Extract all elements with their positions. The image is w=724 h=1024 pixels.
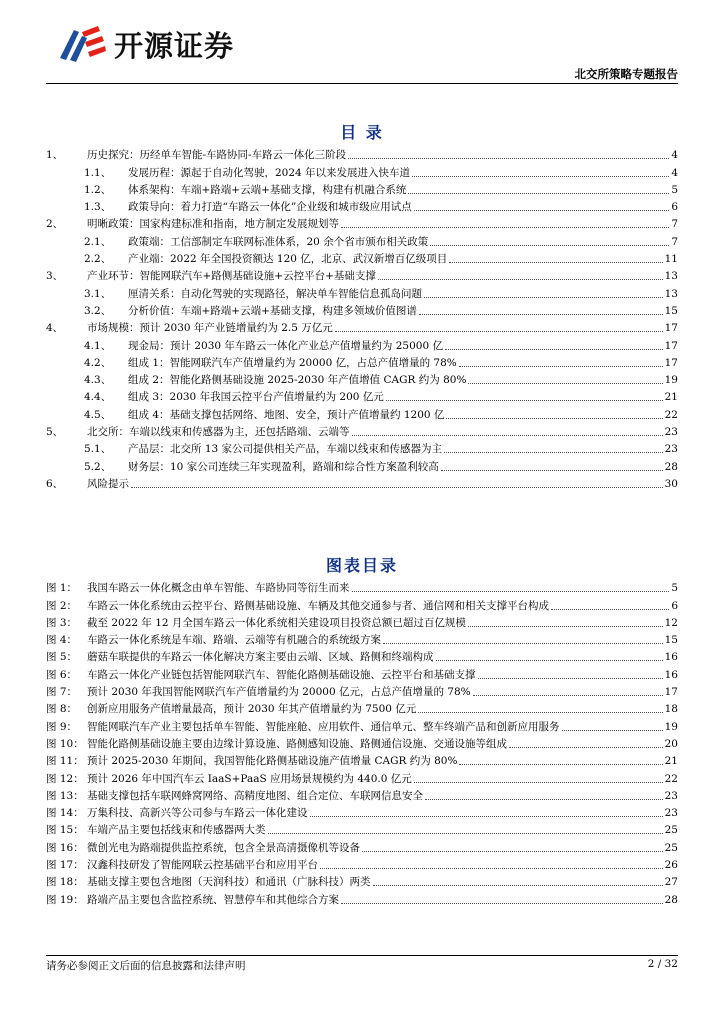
entry-page-number: 7: [671, 235, 678, 248]
entry-page-number: 22: [664, 408, 678, 421]
toc-entry[interactable]: [46, 214, 678, 231]
figure-entry[interactable]: [46, 734, 678, 751]
entry-number: 4.1、: [84, 339, 112, 352]
entry-page-number: 15: [664, 634, 678, 647]
entry-number: 5、: [46, 426, 64, 439]
entry-number: 图 3：: [46, 616, 78, 629]
entry-page-number: 25: [664, 824, 678, 837]
report-type: 北交所策略专题报告: [574, 67, 678, 81]
figure-list: [46, 578, 678, 907]
dot-leader: [446, 418, 662, 419]
toc-entry[interactable]: [46, 353, 678, 370]
dot-leader: [414, 782, 663, 783]
entry-number: 图 4：: [46, 634, 78, 647]
entry-page-number: 15: [664, 304, 678, 317]
entry-number: 图 2：: [46, 599, 78, 612]
dot-leader: [352, 591, 670, 592]
logo-mark-icon: [58, 22, 108, 66]
entry-title[interactable]: 万集科技、高新兴等公司参与车路云一体化建设: [87, 807, 308, 820]
dot-leader: [419, 314, 663, 315]
entry-title[interactable]: 智能化路侧基础设施主要由边缘计算设施、路侧感知设施、路侧通信设施、交通设施等组成: [87, 737, 507, 750]
entry-title[interactable]: 创新应用服务产值增量最高，预计 2030 年其产值增量约为 7500 亿元: [87, 703, 417, 716]
entry-number: 图 8：: [46, 703, 78, 716]
dot-leader: [445, 349, 663, 350]
entry-title[interactable]: 北交所：车端以线束和传感器为主，还包括路端、云端等: [87, 426, 350, 439]
entry-title[interactable]: 基础支撑主要包含地图（天润科技）和通讯（广脉科技）两类: [87, 876, 371, 889]
entry-page-number: 16: [664, 668, 678, 681]
dot-leader: [414, 210, 670, 211]
entry-number: 2.2、: [84, 253, 112, 266]
entry-page-number: 4: [671, 166, 678, 179]
entry-title[interactable]: 预计 2030 年我国智能网联汽车产值增量约为 20000 亿元，占总产值增量的 78%: [87, 686, 471, 699]
dot-leader: [468, 383, 662, 384]
figure-entry[interactable]: [46, 820, 678, 837]
dot-leader: [378, 279, 663, 280]
entry-number: 1.3、: [84, 201, 112, 214]
dot-leader: [386, 400, 663, 401]
entry-number: 6、: [46, 477, 64, 490]
figure-entry[interactable]: [46, 613, 678, 630]
entry-page-number: 16: [664, 651, 678, 664]
toc-entry[interactable]: [46, 439, 678, 456]
entry-number: 图 12：: [46, 772, 84, 785]
entry-page-number: 13: [664, 270, 678, 283]
dot-leader: [412, 176, 669, 177]
entry-number: 图 16：: [46, 841, 84, 854]
dot-leader: [562, 730, 663, 731]
entry-number: 1.1、: [84, 166, 112, 179]
entry-title[interactable]: 产品层：北交所 13 家公司提供相关产品，车端以线束和传感器为主: [128, 443, 443, 456]
toc-entry[interactable]: [46, 335, 678, 352]
toc-entry[interactable]: [46, 162, 678, 179]
dot-leader: [436, 660, 663, 661]
entry-number: 4、: [46, 322, 64, 335]
dot-leader: [444, 452, 663, 453]
entry-title[interactable]: 车路云一体化系统由云控平台、路侧基础设施、车辆及其他交通参与者、通信网和相关支撑平台构成: [87, 599, 549, 612]
dot-leader: [551, 609, 669, 610]
entry-page-number: 6: [671, 599, 678, 612]
dot-leader: [335, 331, 663, 332]
entry-page-number: 18: [664, 703, 678, 716]
toc-entry[interactable]: [46, 266, 678, 283]
entry-page-number: 25: [664, 841, 678, 854]
dot-leader: [418, 712, 662, 713]
entry-title[interactable]: 组成 3：2030 年我国云控平台产值增量约为 200 亿元: [128, 391, 384, 404]
entry-title[interactable]: 体系架构：车端+路端+云端+基础支撑，构建有机融合系统: [128, 183, 407, 196]
entry-number: 3.2、: [84, 304, 112, 317]
figure-entry[interactable]: [46, 699, 678, 716]
figure-entry[interactable]: [46, 872, 678, 889]
dot-leader: [348, 158, 669, 159]
entry-page-number: 6: [671, 201, 678, 214]
page-indicator: 2 / 32: [647, 958, 678, 970]
entry-page-number: 7: [671, 218, 678, 231]
entry-title[interactable]: 产业环节：智能网联汽车+路侧基础设施+云控平台+基础支撑: [87, 270, 376, 283]
entry-title[interactable]: 汉鑫科技研发了智能网联云控基础平台和应用平台: [87, 859, 318, 872]
entry-number: 图 18：: [46, 876, 84, 889]
figure-entry[interactable]: [46, 803, 678, 820]
dot-leader: [430, 245, 669, 246]
entry-title[interactable]: 风险提示: [87, 477, 129, 490]
dot-leader: [320, 868, 663, 869]
toc-entry[interactable]: [46, 180, 678, 197]
dot-leader: [478, 678, 663, 679]
dot-leader: [352, 435, 663, 436]
entry-number: 1、: [46, 149, 64, 162]
entry-number: 图 13：: [46, 789, 84, 802]
dot-leader: [441, 470, 663, 471]
dot-leader: [459, 764, 662, 765]
header-divider: [46, 83, 678, 84]
entry-page-number: 19: [664, 374, 678, 387]
toc-entry[interactable]: [46, 474, 678, 491]
dot-leader: [383, 643, 663, 644]
entry-title[interactable]: 基础支撑包括车联网蜂窝网络、高精度地图、组合定位、车联网信息安全: [87, 789, 423, 802]
entry-page-number: 22: [664, 772, 678, 785]
dot-leader: [268, 833, 663, 834]
entry-title[interactable]: 车路云一体化产业链包括智能网联汽车、智能化路侧基础设施、云控平台和基础支撑: [87, 668, 476, 681]
toc-entry[interactable]: [46, 422, 678, 439]
entry-title[interactable]: 预计 2025-2030 年期间，我国智能化路侧基础设施产值增量 CAGR 约为 80%: [87, 755, 458, 768]
dot-leader: [509, 747, 663, 748]
entry-title[interactable]: 路端产品主要包含监控系统、智慧停车和其他综合方案: [87, 893, 339, 906]
entry-title[interactable]: 市场规模：预计 2030 年产业链增量约为 2.5 万亿元: [87, 322, 333, 335]
entry-title[interactable]: 现金局：预计 2030 年车路云一体化产业总产值增量约为 25000 亿: [128, 339, 443, 352]
entry-number: 4.5、: [84, 408, 112, 421]
toc-entry[interactable]: [46, 387, 678, 404]
dot-leader: [408, 193, 669, 194]
entry-page-number: 12: [664, 616, 678, 629]
entry-page-number: 23: [664, 443, 678, 456]
entry-page-number: 30: [664, 477, 678, 490]
entry-page-number: 5: [671, 582, 678, 595]
entry-number: 图 9：: [46, 720, 78, 733]
figure-entry[interactable]: [46, 578, 678, 595]
entry-number: 4.4、: [84, 391, 112, 404]
entry-page-number: 27: [664, 876, 678, 889]
dot-leader: [449, 262, 662, 263]
toc-entry[interactable]: [46, 404, 678, 421]
entry-page-number: 17: [664, 322, 678, 335]
entry-page-number: 21: [664, 391, 678, 404]
toc-entry[interactable]: [46, 231, 678, 248]
figure-entry[interactable]: [46, 595, 678, 612]
entry-title[interactable]: 政策端：工信部制定车联网标准体系，20 余个省市颁布相关政策: [128, 235, 429, 248]
entry-page-number: 17: [664, 356, 678, 369]
entry-title[interactable]: 蘑菇车联提供的车路云一体化解决方案主要由云端、区域、路侧和终端构成: [87, 651, 434, 664]
figure-entry[interactable]: [46, 855, 678, 872]
table-of-contents: [46, 145, 678, 491]
entry-title[interactable]: 组成 4：基础支撑包括网络、地图、安全，预计产值增量约 1200 亿: [128, 408, 445, 421]
entry-number: 5.1、: [84, 443, 112, 456]
entry-page-number: 23: [664, 426, 678, 439]
entry-number: 5.2、: [84, 460, 112, 473]
entry-page-number: 23: [664, 807, 678, 820]
entry-number: 图 19：: [46, 893, 84, 906]
dot-leader: [373, 885, 663, 886]
entry-number: 3、: [46, 270, 64, 283]
dot-leader: [131, 487, 663, 488]
figure-entry[interactable]: [46, 716, 678, 733]
entry-title[interactable]: 分析价值：车端+路端+云端+基础支撑，构建多领域价值图谱: [128, 304, 417, 317]
dot-leader: [341, 903, 663, 904]
figure-entry[interactable]: [46, 682, 678, 699]
toc-entry[interactable]: [46, 197, 678, 214]
entry-number: 图 6：: [46, 668, 78, 681]
entry-title[interactable]: 截至 2022 年 12 月全国车路云一体化系统相关建设项目投资总额已超过百亿规模: [87, 616, 466, 629]
entry-page-number: 13: [664, 287, 678, 300]
entry-title[interactable]: 我国车路云一体化概念由单车智能、车路协同等衍生而来: [87, 582, 350, 595]
entry-number: 图 14：: [46, 807, 84, 820]
dot-leader: [424, 297, 663, 298]
entry-number: 2.1、: [84, 235, 112, 248]
entry-number: 1.2、: [84, 183, 112, 196]
entry-title[interactable]: 历史探究：历经单车智能-车路协同-车路云一体化三阶段: [87, 149, 347, 162]
toc-entry[interactable]: [46, 249, 678, 266]
toc-title: 目 录: [340, 123, 384, 142]
figure-entry[interactable]: [46, 630, 678, 647]
entry-page-number: 17: [664, 686, 678, 699]
entry-title[interactable]: 微创光电为路端提供监控系统，包含全景高清摄像机等设备: [87, 841, 360, 854]
entry-title[interactable]: 政策导向：着力打造“车路云一体化”企业级和城市级应用试点: [128, 201, 412, 214]
figure-entry[interactable]: [46, 664, 678, 681]
entry-page-number: 28: [664, 460, 678, 473]
brand-name: 开源证券: [114, 28, 235, 63]
dot-leader: [468, 626, 663, 627]
entry-number: 3.1、: [84, 287, 112, 300]
toc-entry[interactable]: [46, 456, 678, 473]
dot-leader: [459, 366, 663, 367]
entry-page-number: 21: [664, 755, 678, 768]
entry-number: 2、: [46, 218, 64, 231]
entry-number: 图 11：: [46, 755, 84, 768]
entry-page-number: 11: [664, 253, 678, 266]
footer-divider: [46, 955, 678, 956]
figure-entry[interactable]: [46, 751, 678, 768]
toc-entry[interactable]: [46, 145, 678, 162]
company-logo: [58, 22, 234, 66]
figure-entry[interactable]: [46, 647, 678, 664]
toc-entry[interactable]: [46, 283, 678, 300]
entry-title[interactable]: 财务层：10 家公司连续三年实现盈利，路端和综合性方案盈利较高: [128, 460, 439, 473]
entry-title[interactable]: 组成 1：智能网联汽车产值增量约为 20000 亿，占总产值增量的 78%: [128, 356, 457, 369]
dot-leader: [362, 851, 663, 852]
entry-title[interactable]: 车路云一体化系统是车端、路端、云端等有机融合的系统级方案: [87, 634, 381, 647]
entry-page-number: 4: [671, 149, 678, 162]
entry-number: 图 5：: [46, 651, 78, 664]
dot-leader: [473, 695, 663, 696]
toc-entry[interactable]: [46, 301, 678, 318]
entry-page-number: 26: [664, 859, 678, 872]
entry-page-number: 17: [664, 339, 678, 352]
entry-number: 4.3、: [84, 374, 112, 387]
dot-leader: [341, 227, 669, 228]
entry-page-number: 20: [664, 737, 678, 750]
figure-entry[interactable]: [46, 889, 678, 906]
figure-entry[interactable]: [46, 786, 678, 803]
entry-page-number: 28: [664, 893, 678, 906]
entry-number: 图 10：: [46, 737, 84, 750]
toc-entry[interactable]: [46, 318, 678, 335]
entry-page-number: 5: [671, 183, 678, 196]
entry-number: 图 7：: [46, 686, 78, 699]
entry-title[interactable]: 组成 2：智能化路侧基础设施 2025-2030 年产值增值 CAGR 约为 80%: [128, 374, 467, 387]
entry-number: 图 17：: [46, 859, 84, 872]
entry-title[interactable]: 智能网联汽车产业主要包括单车智能、智能座舱、应用软件、通信单元、整车终端产品和创新应用服务: [87, 720, 560, 733]
dot-leader: [310, 816, 663, 817]
entry-number: 4.2、: [84, 356, 112, 369]
figure-entry[interactable]: [46, 837, 678, 854]
figure-list-title: 图表目录: [325, 556, 398, 575]
footer-disclaimer: 请务必参阅正文后面的信息披露和法律声明: [46, 960, 246, 972]
figure-entry[interactable]: [46, 768, 678, 785]
entry-title[interactable]: 预计 2026 年中国汽车云 IaaS+PaaS 应用场景规模约为 440.0 亿元: [87, 772, 412, 785]
entry-title[interactable]: 明晰政策：国家构建标准和指南，地方制定发展规划等: [87, 218, 339, 231]
entry-title[interactable]: 厘清关系：自动化驾驶的实现路径，解决单车智能信息孤岛问题: [128, 287, 422, 300]
dot-leader: [425, 799, 663, 800]
entry-number: 图 1：: [46, 582, 78, 595]
entry-number: 图 15：: [46, 824, 84, 837]
entry-page-number: 19: [664, 720, 678, 733]
toc-entry[interactable]: [46, 370, 678, 387]
entry-title[interactable]: 车端产品主要包括线束和传感器两大类: [87, 824, 266, 837]
entry-title[interactable]: 产业端：2022 年全国投资额达 120 亿，北京、武汉新增百亿级项目: [128, 253, 448, 266]
entry-page-number: 23: [664, 789, 678, 802]
entry-title[interactable]: 发展历程：源起于自动化驾驶，2024 年以来发展进入快车道: [128, 166, 411, 179]
